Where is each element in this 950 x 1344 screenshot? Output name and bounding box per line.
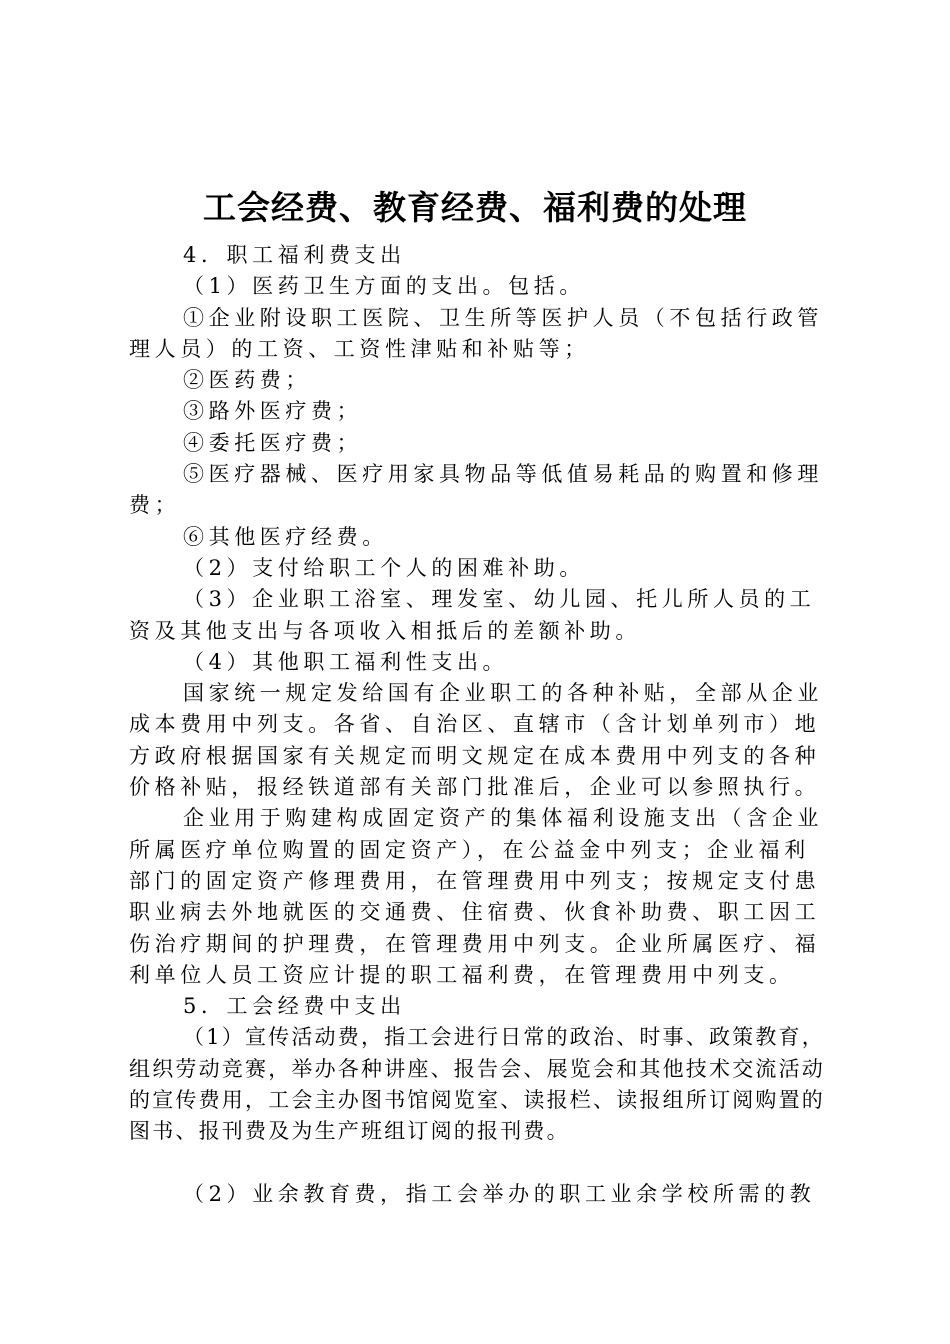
paragraph: （2）业余教育费，指工会举办的职工业余学校所需的教 bbox=[183, 1181, 816, 1206]
section-heading: 4．职工福利费支出 bbox=[183, 243, 406, 267]
document-body bbox=[129, 240, 833, 1210]
paragraph: ⑤医疗器械、医疗用家具物品等低值易耗品的购置和修理费； bbox=[129, 462, 823, 518]
section-heading: 5．工会经费中支出 bbox=[183, 994, 406, 1019]
paragraph: 企业用于购建构成固定资产的集体福利设施支出（含企业所属医疗单位购置的固定资产），在公益金中列支；企业福利部门的固定资产修理费用，在管理费用中列支；按规定支付患职业病去外地就医的交通费、住宿费、伙食补助费、职工因工伤治疗期间的护理费，在管理费用中列支。企业所属医疗、福利单位人员工资应计提的职工福利费，在管理费用中列支。 bbox=[129, 806, 823, 987]
paragraph: （3）企业职工浴室、理发室、幼儿园、托儿所人员的工资及其他支出与各项收入相抵后的差额补助。 bbox=[129, 587, 816, 643]
paragraph: ②医药费； bbox=[183, 368, 311, 393]
paragraph: ③路外医疗费； bbox=[183, 399, 363, 424]
paragraph: （4）其他职工福利性支出。 bbox=[183, 649, 509, 674]
paragraph: ④委托医疗费； bbox=[183, 430, 363, 455]
paragraph: 国家统一规定发给国有企业职工的各种补贴，全部从企业成本费用中列支。各省、自治区、直辖市（含计划单列市）地方政府根据国家有关规定而明文规定在成本费用中列支的各种价格补贴，报经铁道部有关部门批准后，企业可以参照执行。 bbox=[129, 681, 823, 800]
paragraph: ①企业附设职工医院、卫生所等医护人员（不包括行政管理人员）的工资、工资性津贴和补贴等； bbox=[129, 305, 823, 361]
paragraph: （1）医药卫生方面的支出。包括。 bbox=[183, 274, 585, 299]
paragraph: （2）支付给职工个人的困难补助。 bbox=[183, 555, 585, 580]
paragraph: （1）宣传活动费，指工会进行日常的政治、时事、政策教育，组织劳动竞赛，举办各种讲座、报告会、展览会和其他技术交流活动的宣传费用，工会主办图书馆阅览室、读报栏、读报组所订阅购置的图书、报刊费及为生产班组订阅的报刊费。 bbox=[129, 1025, 825, 1144]
document-title: 工会经费、教育经费、福利费的处理 bbox=[203, 188, 747, 227]
paragraph: ⑥其他医疗经费。 bbox=[183, 524, 388, 549]
